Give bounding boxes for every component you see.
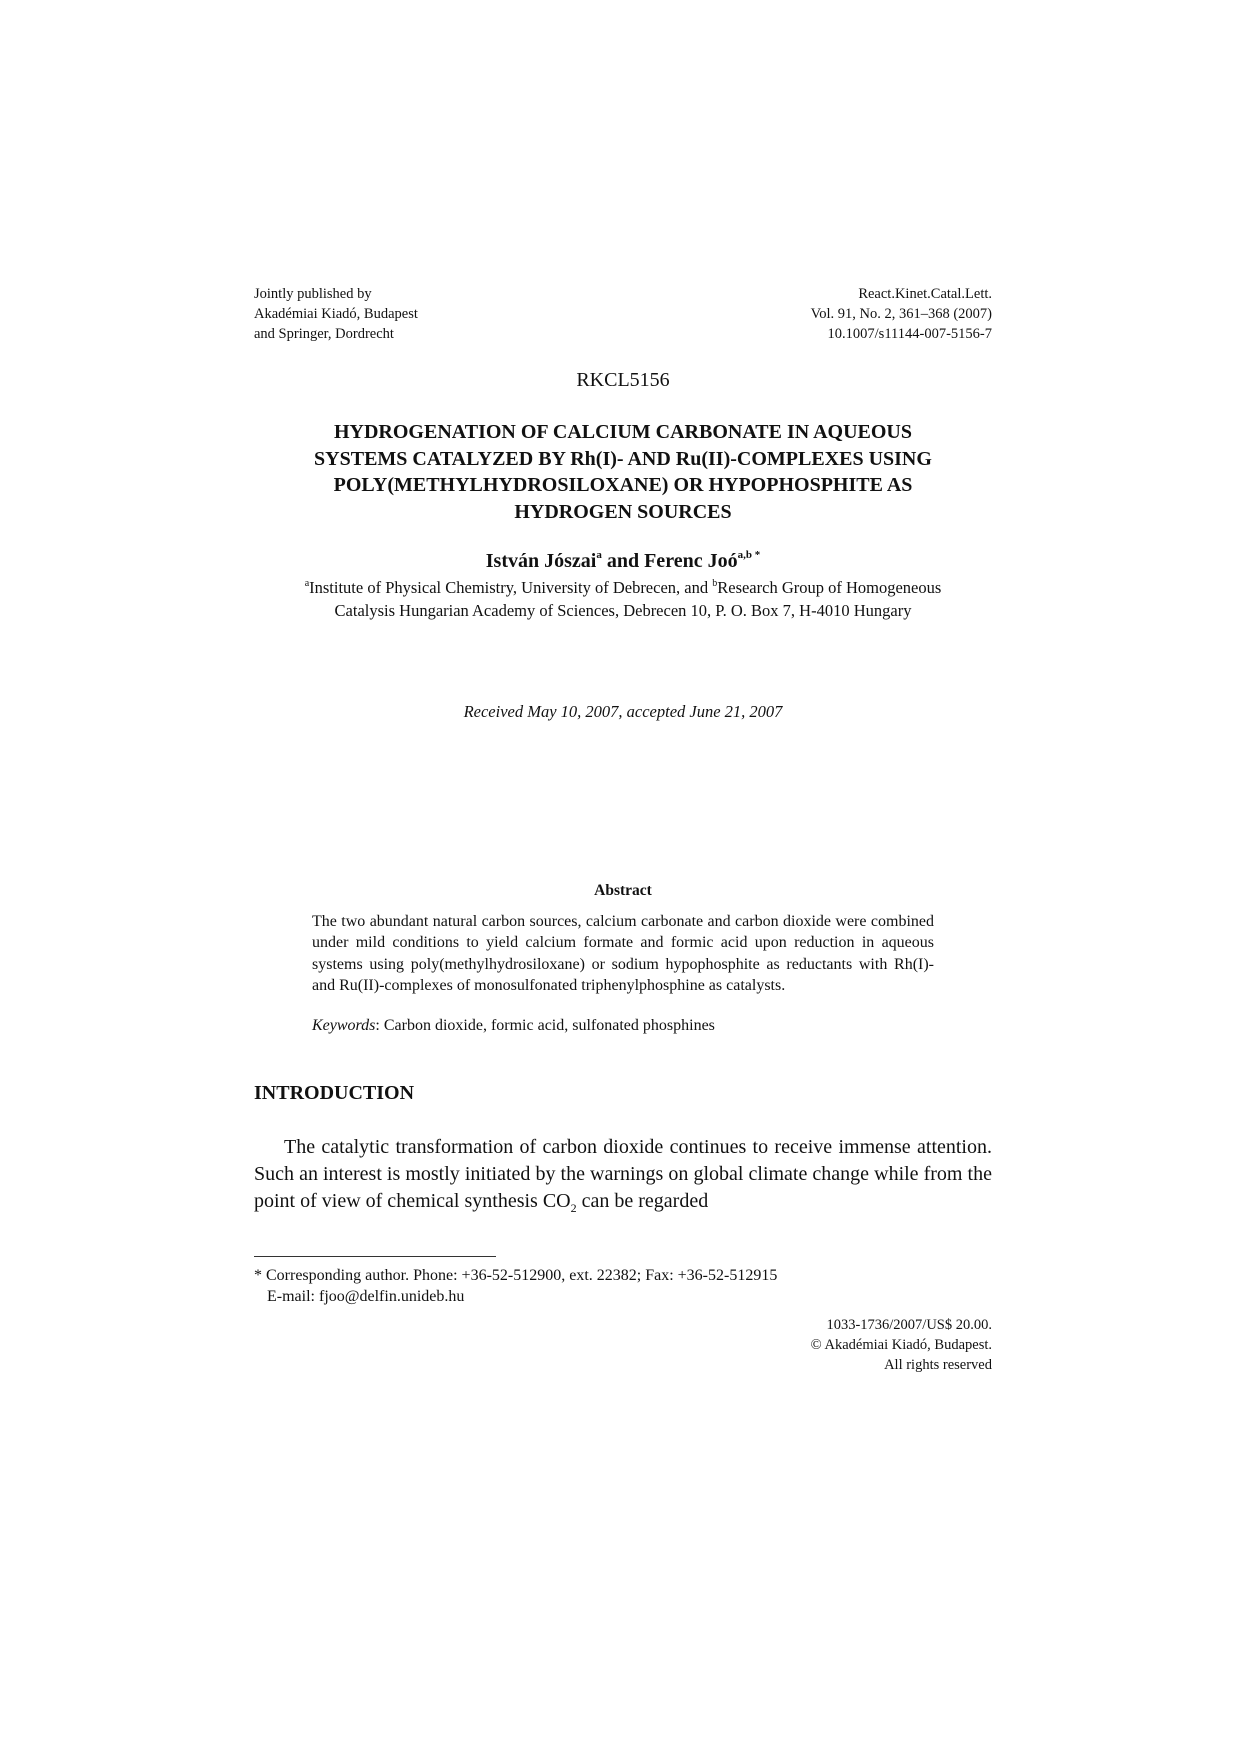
publisher-line: Akadémiai Kiadó, Budapest <box>254 306 418 322</box>
copyright-block <box>254 1315 992 1375</box>
publisher-line: Jointly published by <box>254 286 372 302</box>
affil-text: Institute of Physical Chemistry, University of Debrecen, and <box>309 578 713 597</box>
received-dates: Received May 10, 2007, accepted June 21, 2007 <box>463 702 783 721</box>
affil-sup-b: b <box>712 578 718 589</box>
keywords <box>312 1015 934 1037</box>
copyright-line: © Akadémiai Kiadó, Budapest. <box>810 1337 992 1354</box>
article-code: RKCL5156 <box>576 369 670 391</box>
abstract-heading: Abstract <box>594 882 652 899</box>
citation-info <box>811 284 992 344</box>
copyright-line: 1033-1736/2007/US$ 20.00. <box>826 1317 992 1334</box>
subscript: 2 <box>570 1201 577 1216</box>
title-line: POLY(METHYLHYDROSILOXANE) OR HYPOPHOSPHITE AS <box>333 474 913 496</box>
email: E-mail: fjoo@delfin.unideb.hu <box>267 1288 465 1306</box>
keywords-label: Keywords <box>312 1017 376 1035</box>
author-name: István Jószai <box>485 550 597 572</box>
doi: 10.1007/s11144-007-5156-7 <box>827 326 992 342</box>
intro-text: can be regarded <box>576 1190 709 1213</box>
journal-abbrev: React.Kinet.Catal.Lett. <box>858 286 992 302</box>
author-conjunction: and <box>601 550 645 572</box>
affiliation-line: Catalysis Hungarian Academy of Sciences, Debrecen 10, P. O. Box 7, H-4010 Hungary <box>334 601 912 620</box>
paper-page <box>254 284 992 1375</box>
publisher-line: and Springer, Dordrecht <box>254 326 394 342</box>
keywords-text: : Carbon dioxide, formic acid, sulfonated phosphines <box>375 1017 715 1035</box>
affiliation-line <box>254 576 992 599</box>
abstract-text: The two abundant natural carbon sources, calcium carbonate and carbon dioxide were combined under mild conditions to yield calcium formate and formic acid upon reduction in aqueous systems using poly(methylhydrosiloxane) or sodium hypophosphite as reductants with Rh(I)- and Ru(II)-complexes of monosulfonated triphenylphosphine as catalysts. <box>312 913 934 994</box>
author-list <box>254 548 992 574</box>
introduction-paragraph <box>254 1134 992 1215</box>
volume-pages: Vol. 91, No. 2, 361–368 (2007) <box>810 306 992 322</box>
author-name: Ferenc Joó <box>644 550 738 572</box>
publisher-info <box>254 284 418 344</box>
affil-sup-a: a <box>304 578 310 589</box>
affiliations <box>254 576 992 622</box>
journal-header <box>254 284 992 344</box>
title-line: HYDROGENATION OF CALCIUM CARBONATE IN AQUEOUS <box>333 421 912 443</box>
intro-text: The catalytic transformation of carbon dioxide continues to receive immense attention. Such an interest is mostly initiated by the warnings on global climate change while from the point of view of chemical synthesis CO <box>254 1136 992 1213</box>
title-line: SYSTEMS CATALYZED BY Rh(I)- AND Ru(II)-COMPLEXES USING <box>314 447 932 470</box>
author-affil-sup: a,b * <box>737 549 761 561</box>
copyright-line: All rights reserved <box>884 1357 992 1374</box>
corresponding-author: * Corresponding author. Phone: +36-52-512900, ext. 22382; Fax: +36-52-512915 <box>254 1267 778 1285</box>
paper-title <box>254 419 992 525</box>
affil-text: Research Group of Homogeneous <box>717 578 942 597</box>
footnote-divider <box>254 1256 496 1257</box>
author-affil-sup: a <box>596 549 602 561</box>
title-line: HYDROGEN SOURCES <box>514 500 732 523</box>
abstract-section <box>312 881 934 1037</box>
footnote <box>254 1265 992 1307</box>
section-heading-introduction: INTRODUCTION <box>254 1082 415 1105</box>
